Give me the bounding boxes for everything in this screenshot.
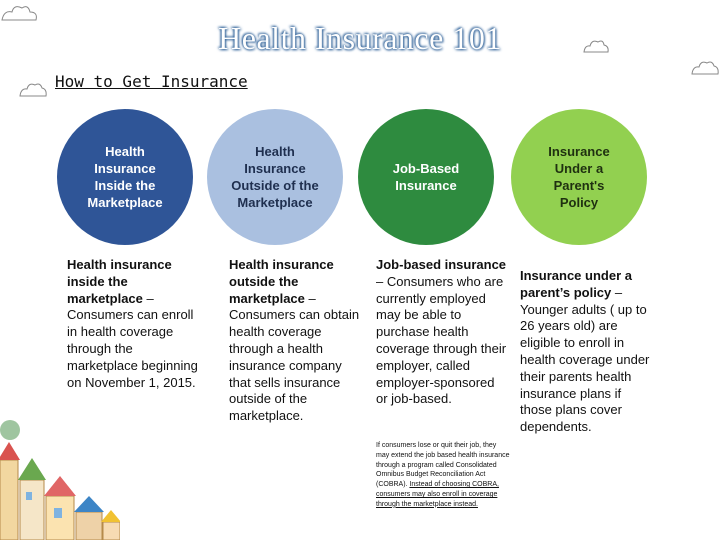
town-illustration	[0, 400, 120, 540]
circle-label-line: Parent's	[553, 178, 605, 193]
column-body: – Consumers can enroll in health coverage through the marketplace beginning on November 1, 2015.	[67, 290, 198, 390]
column-body: – Younger adults ( up to 26 years old) are eligible to enroll in health coverage under their parents health insurance plans if those plans cover dependents.	[520, 284, 650, 435]
circle-label-line: Policy	[559, 195, 599, 210]
circle-outside-marketplace	[207, 109, 343, 245]
section-subtitle: How to Get Insurance	[55, 72, 248, 91]
circle-label-line: Health	[255, 144, 295, 159]
cobra-note-underlined: Instead of choosing COBRA, consumers may also enroll in coverage through the marketplace instead.	[376, 481, 499, 508]
circle-label-line: Outside of the	[231, 178, 319, 193]
circle-label-line: Marketplace	[237, 195, 313, 210]
circle-label-line: Under a	[554, 161, 604, 176]
column-body: – Consumers can obtain health coverage through a health insurance company that sells insurance outside of the marketplace.	[229, 290, 360, 424]
column-text-job-based	[376, 257, 508, 408]
circle-label-line: Insurance	[548, 144, 610, 159]
circle-parents-policy	[511, 109, 647, 245]
circle-label-line: Health	[105, 144, 145, 159]
column-text-outside-marketplace	[229, 257, 364, 425]
cobra-note	[376, 441, 511, 510]
circle-label-line: Job-Based	[392, 161, 460, 176]
circle-label-line: Insurance	[94, 161, 156, 176]
circle-job-based	[358, 109, 494, 245]
column-heading: Health insurance inside the marketplace	[67, 257, 172, 306]
column-text-inside-marketplace	[67, 257, 207, 391]
column-body: – Consumers who are currently employed may be able to purchase health coverage through their employer, called employer-sponsored or job-based.	[376, 273, 507, 407]
slide-title: Health Insurance 101	[218, 20, 502, 56]
column-heading: Job-based insurance	[376, 257, 507, 272]
cobra-note-text: If consumers lose or quit their job, they may extend the job based health insurance through a program called Consolidated Omnibus Budget Reconciliation Act (COBRA).	[376, 442, 510, 489]
column-heading: Insurance under a parent’s policy	[520, 268, 632, 300]
column-heading: Health insurance outside the marketplace	[229, 257, 334, 306]
circle-label-line: Marketplace	[87, 195, 163, 210]
circle-label-line: Inside the	[94, 178, 156, 193]
cloud-doodle-right	[690, 56, 720, 80]
circle-inside-marketplace	[57, 109, 193, 245]
circle-label-line: Insurance	[244, 161, 306, 176]
cloud-doodle-left	[18, 78, 48, 102]
column-text-parents-policy	[520, 268, 655, 436]
circle-label-line: Insurance	[395, 178, 457, 193]
